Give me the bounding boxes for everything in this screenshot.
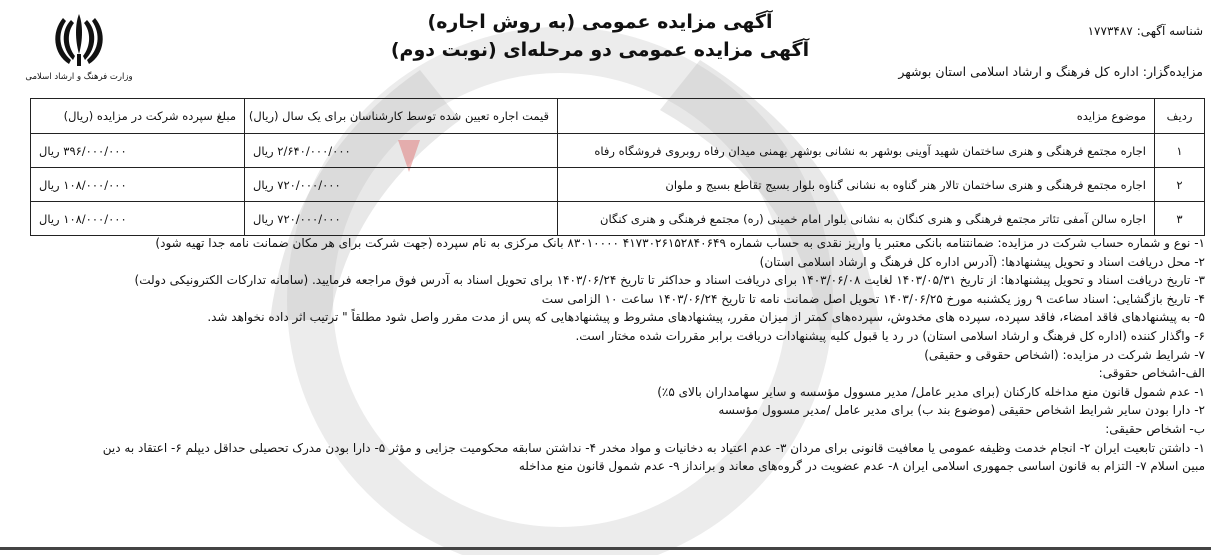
- row-deposit: ۳۹۶/۰۰۰/۰۰۰ ریال: [31, 134, 245, 168]
- condition-line: ب- اشخاص حقیقی:: [1105, 421, 1205, 436]
- col-header-subject: موضوع مزایده: [558, 99, 1155, 134]
- condition-line: ۱- نوع و شماره حساب شرکت در مزایده: ضمانتنامه بانکی معتبر یا واریز نقدی به حساب شماره ۴۱۷۳۰۲۶۱۵۲۸۴۰۶۴۹ ۸۳۰۱۰۰۰۰ بانک مرکزی به نام سپرده (جهت شرکت برای هر مکان ضمانت نامه جدا تهیه شود): [155, 236, 1205, 250]
- table-row: [31, 168, 1205, 202]
- condition-line: ۵- به پیشنهادهای فاقد امضاء، فاقد سپرده، سپرده های مخدوش، سپرده‌های کمتر از میزان مقرر، پیشنهادهای مشروط و پیشنهادهایی که پس از مدت مقرر واصل شود مطلقاً " ترتیب اثر داده نخواهد شد.: [207, 310, 1205, 325]
- table-row: [31, 134, 1205, 168]
- condition-line: ۱- عدم شمول قانون منع مداخله کارکنان (برای مدیر عامل/ مدیر مسوول مؤسسه و سایر سهامداران بالای ۵٪): [657, 384, 1205, 399]
- col-header-rent-price: قیمت اجاره تعیین شده توسط کارشناسان برای یک سال (ریال): [245, 99, 558, 134]
- row-rent-price: ۲/۶۴۰/۰۰۰/۰۰۰ ریال: [245, 134, 558, 168]
- logo-caption: وزارت فرهنگ و ارشاد اسلامی: [25, 72, 133, 82]
- notice-conditions: [5, 234, 1205, 476]
- condition-line: الف-اشخاص حقوقی:: [1098, 366, 1205, 381]
- condition-line: ۷- شرایط شرکت در مزایده: (اشخاص حقوقی و حقیقی): [924, 347, 1205, 362]
- condition-line: ۱- داشتن تابعیت ایران ۲- انجام خدمت وظیفه عمومی یا معافیت قانونی برای مردان ۳- عدم اعتیاد به دخانیات و مواد مخدر ۴- نداشتن سابقه محکومیت جزایی و مؤثر ۵- دارا بودن مدرک تحصیلی حداقل دیپلم ۶- اعتقاد به دین: [102, 440, 1205, 455]
- row-deposit: ۱۰۸/۰۰۰/۰۰۰ ریال: [31, 168, 245, 202]
- condition-line: ۶- واگذار کننده (اداره کل فرهنگ و ارشاد اسلامی استان) در رد یا قبول کلیه پیشنهادات دریافت برابر مقررات شده مختار است.: [575, 328, 1205, 343]
- row-subject: اجاره مجتمع فرهنگی و هنری ساختمان شهید آوینی بوشهر به نشانی بوشهر بهمنی میدان رفاه روبروی فروشگاه رفاه: [558, 134, 1155, 168]
- emblem-icon: [51, 10, 107, 68]
- bottom-divider: [0, 547, 1211, 550]
- notice-number: شناسه آگهی:۱۷۷۳۴۸۷: [1087, 24, 1203, 38]
- row-number: ۱: [1155, 134, 1205, 168]
- row-subject: اجاره سالن آمفی تئاتر مجتمع فرهنگی و هنری کنگان به نشانی بلوار امام خمینی (ره) مجتمع فرهنگی و هنری کنگان: [558, 202, 1155, 236]
- auction-organizer: مزایده‌گزار: اداره کل فرهنگ و ارشاد اسلامی استان بوشهر: [898, 64, 1203, 79]
- row-number: ۲: [1155, 168, 1205, 202]
- condition-line: ۳- تاریخ دریافت اسناد و تحویل پیشنهادها: از تاریخ ۱۴۰۳/۰۵/۳۱ لغایت ۱۴۰۳/۰۶/۰۸ برای دریافت اسناد و حداکثر تا تاریخ ۱۴۰۳/۰۶/۲۴ برای تحویل اسناد به آدرس فوق مراجعه فرمایید. (سامانه تدارکات الکترونیکی دولت): [134, 273, 1205, 288]
- notice-titles: [340, 8, 860, 64]
- condition-line: ۴- تاریخ بازگشایی: اسناد ساعت ۹ روز یکشنبه مورخ ۱۴۰۳/۰۶/۲۵ تحویل اصل ضمانت نامه تا تاریخ ۱۴۰۳/۰۶/۲۴ ساعت ۱۰ الزامی ست: [541, 291, 1205, 306]
- col-header-deposit: مبلغ سپرده شرکت در مزایده (ریال): [31, 99, 245, 134]
- row-number: ۳: [1155, 202, 1205, 236]
- auction-items-table: [30, 98, 1205, 236]
- table-header-row: [31, 99, 1205, 134]
- main-title: آگهی مزایده عمومی (به روش اجاره): [427, 11, 773, 33]
- condition-line: ۲- محل دریافت اسناد و تحویل پیشنهادها: (آدرس اداره کل فرهنگ و ارشاد اسلامی استان): [759, 254, 1205, 269]
- condition-line: ۲- دارا بودن سایر شرایط اشخاص حقیقی (موضوع بند ب) برای مدیر عامل /مدیر مسوول مؤسسه: [718, 403, 1205, 418]
- row-subject: اجاره مجتمع فرهنگی و هنری ساختمان تالار هنر گناوه به نشانی گناوه بلوار بسیج تقاطع بسیج و ملوان: [558, 168, 1155, 202]
- row-rent-price: ۷۲۰/۰۰۰/۰۰۰ ریال: [245, 168, 558, 202]
- table-row: [31, 202, 1205, 236]
- row-rent-price: ۷۲۰/۰۰۰/۰۰۰ ریال: [245, 202, 558, 236]
- condition-line: مبین اسلام ۷- التزام به قانون اساسی جمهوری اسلامی ایران ۸- عدم عضویت در گروه‌های معاند و برانداز ۹- عدم شمول قانون منع مداخله: [518, 459, 1205, 474]
- row-deposit: ۱۰۸/۰۰۰/۰۰۰ ریال: [31, 202, 245, 236]
- ministry-logo: [24, 10, 134, 90]
- col-header-row-number: ردیف: [1155, 99, 1205, 134]
- sub-title: آگهی مزایده عمومی دو مرحله‌ای (نوبت دوم): [390, 39, 810, 61]
